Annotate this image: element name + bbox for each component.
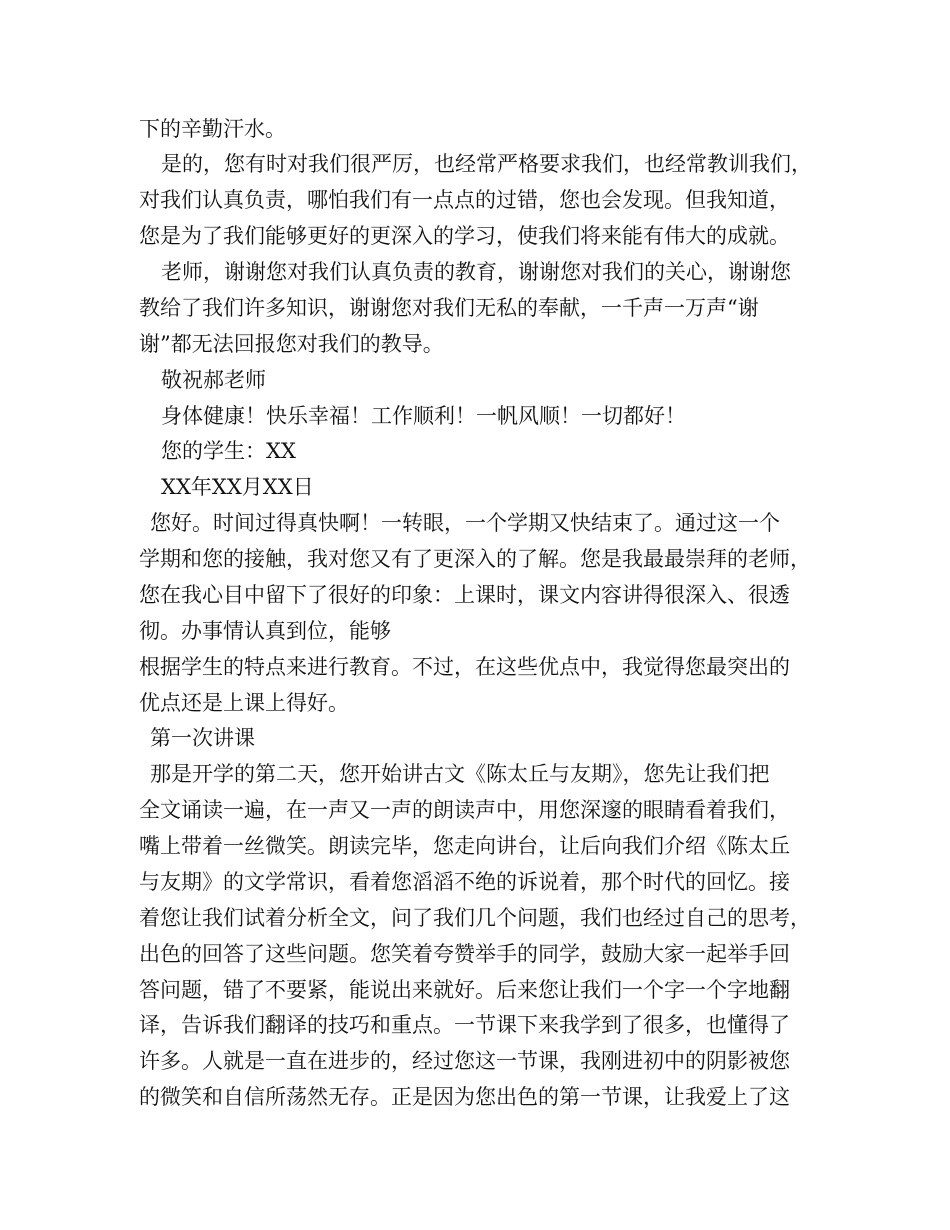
- text-line: 谢”都无法回报您对我们的教导。: [139, 332, 444, 356]
- text-line: XX年XX月XX日: [161, 475, 314, 499]
- text-line: 优点还是上课上得好。: [139, 691, 349, 715]
- text-line: 那是开学的第二天，您开始讲古文《陈太丘与友期》，您先让我们把: [150, 762, 770, 786]
- text-line: 答问题，错了不要紧，能说出来就好。后来您让我们一个字一个字地翻: [139, 978, 790, 1002]
- text-line: 许多。人就是一直在进步的，经过您这一节课，我刚进初中的阴影被您: [139, 1049, 790, 1073]
- text-line: 嘴上带着一丝微笑。朗读完毕，您走向讲台，让后向我们介绍《陈太丘: [139, 834, 790, 858]
- text-line: 老师，谢谢您对我们认真负责的教育，谢谢您对我们的关心，谢谢您: [161, 260, 791, 284]
- text-line: 第一次讲课: [150, 726, 255, 750]
- text-line: 敬祝郝老师: [161, 368, 266, 392]
- text-line: 出色的回答了这些问题。您笑着夸赞举手的同学，鼓励大家一起举手回: [139, 942, 790, 966]
- text-line: 是的，您有时对我们很严厉，也经常严格要求我们，也经常教训我们，: [161, 152, 812, 176]
- text-line: 译，告诉我们翻译的技巧和重点。一节课下来我学到了很多，也懂得了: [139, 1013, 790, 1037]
- text-line: 对我们认真负责，哪怕我们有一点点的过错，您也会发现。但我知道，: [139, 188, 790, 212]
- text-line: 学期和您的接触，我对您又有了更深入的了解。您是我最最崇拜的老师，: [139, 547, 811, 571]
- text-line: 您的学生：XX: [161, 439, 296, 463]
- text-line: 与友期》的文学常识，看着您滔滔不绝的诉说着，那个时代的回忆。接: [139, 870, 790, 894]
- text-line: 教给了我们许多知识，谢谢您对我们无私的奉献，一千声一万声“谢: [139, 296, 759, 320]
- text-line: 您在我心目中留下了很好的印象：上课时，课文内容讲得很深入、很透: [139, 583, 790, 607]
- text-line: 着您让我们试着分析全文，问了我们几个问题，我们也经过自己的思考，: [139, 906, 811, 930]
- text-line: 全文诵读一遍，在一声又一声的朗读声中，用您深邃的眼睛看着我们，: [139, 798, 790, 822]
- text-line: 根据学生的特点来进行教育。不过，在这些优点中，我觉得您最突出的: [139, 655, 790, 679]
- text-line: 身体健康！快乐幸福！工作顺利！一帆风顺！一切都好！: [161, 404, 686, 428]
- text-line: 的微笑和自信所荡然无存。正是因为您出色的第一节课，让我爱上了这: [139, 1085, 790, 1109]
- text-line: 彻。办事情认真到位，能够: [139, 619, 391, 643]
- text-line: 您是为了我们能够更好的更深入的学习，使我们将来能有伟大的成就。: [139, 224, 790, 248]
- text-line: 您好。时间过得真快啊！一转眼，一个学期又快结束了。通过这一个: [150, 511, 780, 535]
- text-line: 下的辛勤汗水。: [139, 117, 286, 141]
